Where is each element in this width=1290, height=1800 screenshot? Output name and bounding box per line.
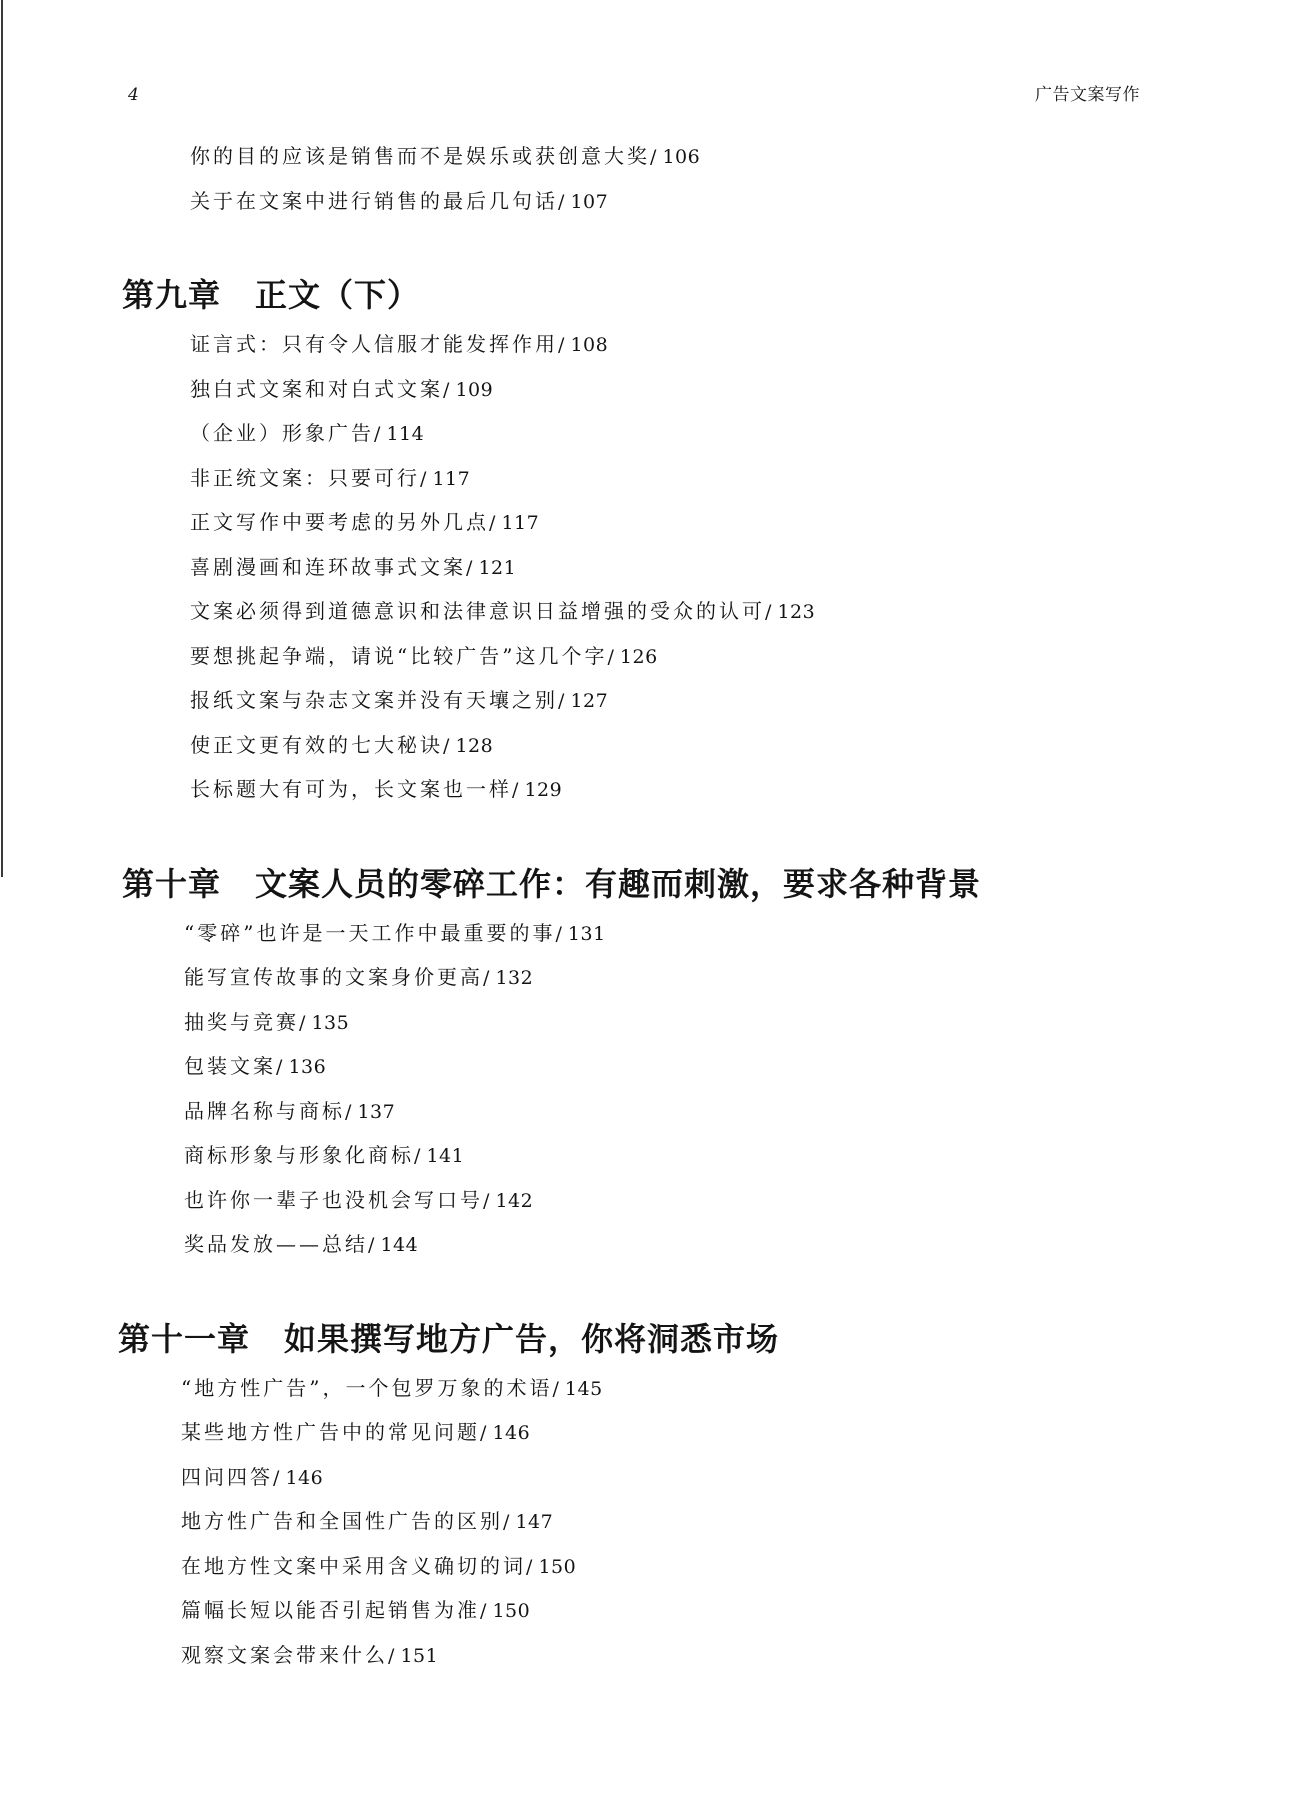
toc-item-page-number: 109: [455, 378, 494, 401]
toc-item: [190, 134, 1290, 179]
toc-item-separator: /: [483, 967, 496, 989]
toc-item-separator: /: [765, 601, 778, 623]
toc-item: [184, 1044, 1290, 1089]
toc-item: [190, 179, 1290, 224]
page-number: 4: [128, 85, 139, 105]
toc-item-separator: /: [443, 378, 456, 401]
toc-item-separator: /: [558, 334, 571, 356]
chapter-number-label: 第十一章: [118, 1319, 251, 1358]
chapter-section: [0, 1317, 1290, 1678]
chapter-section: [0, 273, 1290, 812]
toc-item-page-number: 146: [285, 1466, 324, 1489]
toc-item-separator: /: [388, 1644, 401, 1667]
toc-item-title: 使正文更有效的七大秘诀: [190, 732, 443, 757]
toc-item-title: 报纸文案与杂志文案并没有天壤之别: [190, 688, 558, 712]
toc-item-separator: /: [420, 467, 433, 490]
toc-item: [181, 1499, 1290, 1544]
toc-item-page-number: 131: [567, 922, 606, 945]
toc-item-title: 商标形象与形象化商标: [184, 1143, 414, 1167]
toc-item: [190, 367, 1290, 412]
toc-item: [184, 1089, 1290, 1134]
toc-item-title: 也许你一辈子也没机会写口号: [184, 1187, 483, 1212]
toc-item: [184, 1178, 1290, 1223]
toc-item-separator: /: [299, 1011, 312, 1034]
toc-item-separator: /: [466, 556, 479, 579]
toc-item-page-number: 150: [538, 1555, 577, 1578]
toc-item: [181, 1588, 1290, 1633]
toc-item: [190, 500, 1290, 545]
toc-item-title: 非正统文案：只要可行: [190, 465, 420, 490]
toc-item-page-number: 137: [357, 1100, 396, 1123]
toc-item-page-number: 151: [400, 1644, 439, 1667]
toc-item: [190, 545, 1290, 590]
toc-item-title: 篇幅长短以能否引起销售为准: [181, 1598, 480, 1622]
toc-item-title: 某些地方性广告中的常见问题: [181, 1420, 480, 1444]
toc-item-title: 能写宣传故事的文案身价更高: [184, 965, 483, 989]
toc-item-title: 奖品发放——总结: [184, 1232, 368, 1256]
toc-item-separator: /: [558, 690, 571, 712]
toc-item-page-number: 128: [455, 734, 494, 757]
toc-item: [181, 1455, 1290, 1500]
toc-item: [184, 911, 1290, 956]
chapter-heading: [0, 1317, 1290, 1361]
toc-item: [190, 411, 1290, 456]
toc-item: [181, 1366, 1290, 1411]
toc-item-separator: /: [273, 1466, 286, 1489]
chapter-title: 文案人员的零碎工作：有趣而刺激，要求各种背景: [255, 864, 982, 903]
toc-item-separator: /: [552, 1377, 565, 1400]
toc-item-title: “零碎”也许是一天工作中最重要的事: [184, 920, 556, 945]
toc-item-separator: /: [558, 190, 571, 213]
toc-item-title: 四问四答: [181, 1464, 273, 1489]
toc-item-separator: /: [480, 1600, 493, 1622]
toc-item-title: 在地方性文案中采用含义确切的词: [181, 1553, 526, 1578]
toc-item-page-number: 121: [478, 556, 517, 579]
chapter-heading: [0, 273, 1290, 317]
toc-item-title: 喜剧漫画和连环故事式文案: [190, 554, 466, 579]
running-header: [0, 82, 1290, 108]
chapter-heading: [0, 862, 1290, 906]
toc-item: [181, 1633, 1290, 1678]
toc-item-title: “地方性广告”，一个包罗万象的术语: [181, 1375, 553, 1400]
toc-item-page-number: 132: [495, 967, 534, 989]
toc-item: [184, 1000, 1290, 1045]
toc-item-separator: /: [489, 512, 502, 534]
toc-item-title: 正文写作中要考虑的另外几点: [190, 510, 489, 534]
toc-item-separator: /: [512, 779, 525, 801]
toc-item: [190, 634, 1290, 679]
toc-item-title: 关于在文案中进行销售的最后几句话: [190, 188, 558, 213]
toc-item-page-number: 141: [426, 1145, 465, 1167]
toc-item-separator: /: [414, 1145, 427, 1167]
toc-item: [190, 456, 1290, 501]
toc-item: [184, 1133, 1290, 1178]
toc-item-title: 证言式：只有令人信服才能发挥作用: [190, 332, 558, 356]
toc-item-title: 地方性广告和全国性广告的区别: [181, 1509, 503, 1533]
table-of-contents: [0, 134, 1290, 1677]
toc-item-separator: /: [650, 146, 663, 168]
toc-item-title: 文案必须得到道德意识和法律意识日益增强的受众的认可: [190, 599, 765, 623]
toc-item: [190, 767, 1290, 812]
toc-item-separator: /: [480, 1422, 493, 1444]
chapter-section-list: [0, 911, 1290, 1267]
toc-item-page-number: 129: [524, 779, 563, 801]
toc-item-page-number: 108: [570, 334, 609, 356]
toc-item-separator: /: [345, 1100, 358, 1123]
toc-item-separator: /: [368, 1234, 381, 1256]
chapter-section-list: [0, 322, 1290, 812]
toc-continued-list: [0, 134, 1290, 223]
toc-item: [190, 678, 1290, 723]
toc-item-title: （企业）形象广告: [190, 421, 374, 445]
chapter-section: [0, 862, 1290, 1267]
chapter-number-label: 第九章: [122, 276, 222, 314]
toc-item-separator: /: [503, 1511, 516, 1533]
toc-item-separator: /: [443, 734, 456, 757]
toc-item-page-number: 106: [662, 146, 701, 168]
toc-item-title: 品牌名称与商标: [184, 1098, 345, 1123]
toc-item-page-number: 123: [777, 601, 816, 623]
toc-item-page-number: 144: [380, 1234, 419, 1256]
toc-item-title: 要想挑起争端，请说“比较广告”这几个字: [190, 643, 608, 668]
toc-item-page-number: 135: [311, 1011, 350, 1034]
chapter-number-label: 第十章: [122, 864, 222, 903]
toc-item-separator: /: [483, 1189, 496, 1212]
toc-item-page-number: 147: [515, 1511, 554, 1533]
toc-item-page-number: 114: [386, 423, 425, 445]
toc-item-title: 包装文案: [184, 1054, 276, 1078]
toc-item-separator: /: [526, 1555, 539, 1578]
toc-item-page-number: 142: [495, 1189, 534, 1212]
toc-item-title: 独白式文案和对白式文案: [190, 376, 443, 401]
toc-item-separator: /: [607, 645, 620, 668]
toc-item-title: 长标题大有可为，长文案也一样: [190, 777, 512, 801]
toc-item-page-number: 145: [564, 1377, 603, 1400]
toc-item: [190, 322, 1290, 367]
toc-item-page-number: 107: [570, 190, 609, 213]
toc-item-separator: /: [374, 423, 387, 445]
toc-item: [190, 723, 1290, 768]
toc-item-separator: /: [555, 922, 568, 945]
toc-item-title: 观察文案会带来什么: [181, 1642, 388, 1667]
toc-item-page-number: 150: [492, 1600, 531, 1622]
toc-item: [184, 955, 1290, 1000]
toc-item-page-number: 127: [570, 690, 609, 712]
toc-item-page-number: 117: [501, 512, 540, 534]
toc-item-separator: /: [276, 1056, 289, 1078]
toc-item-page-number: 136: [288, 1056, 327, 1078]
chapter-title: 正文（下）: [255, 276, 421, 314]
toc-item: [181, 1410, 1290, 1455]
toc-item-page-number: 146: [492, 1422, 531, 1444]
toc-item-page-number: 117: [432, 467, 471, 490]
chapter-title: 如果撰写地方广告，你将洞悉市场: [284, 1319, 780, 1358]
toc-item: [184, 1222, 1290, 1267]
toc-item-page-number: 126: [619, 645, 658, 668]
toc-item: [181, 1544, 1290, 1589]
toc-item: [190, 589, 1290, 634]
toc-item-title: 抽奖与竞赛: [184, 1009, 299, 1034]
chapter-section-list: [0, 1366, 1290, 1678]
book-title: 广告文案写作: [1035, 85, 1140, 105]
toc-item-title: 你的目的应该是销售而不是娱乐或获创意大奖: [190, 144, 650, 168]
